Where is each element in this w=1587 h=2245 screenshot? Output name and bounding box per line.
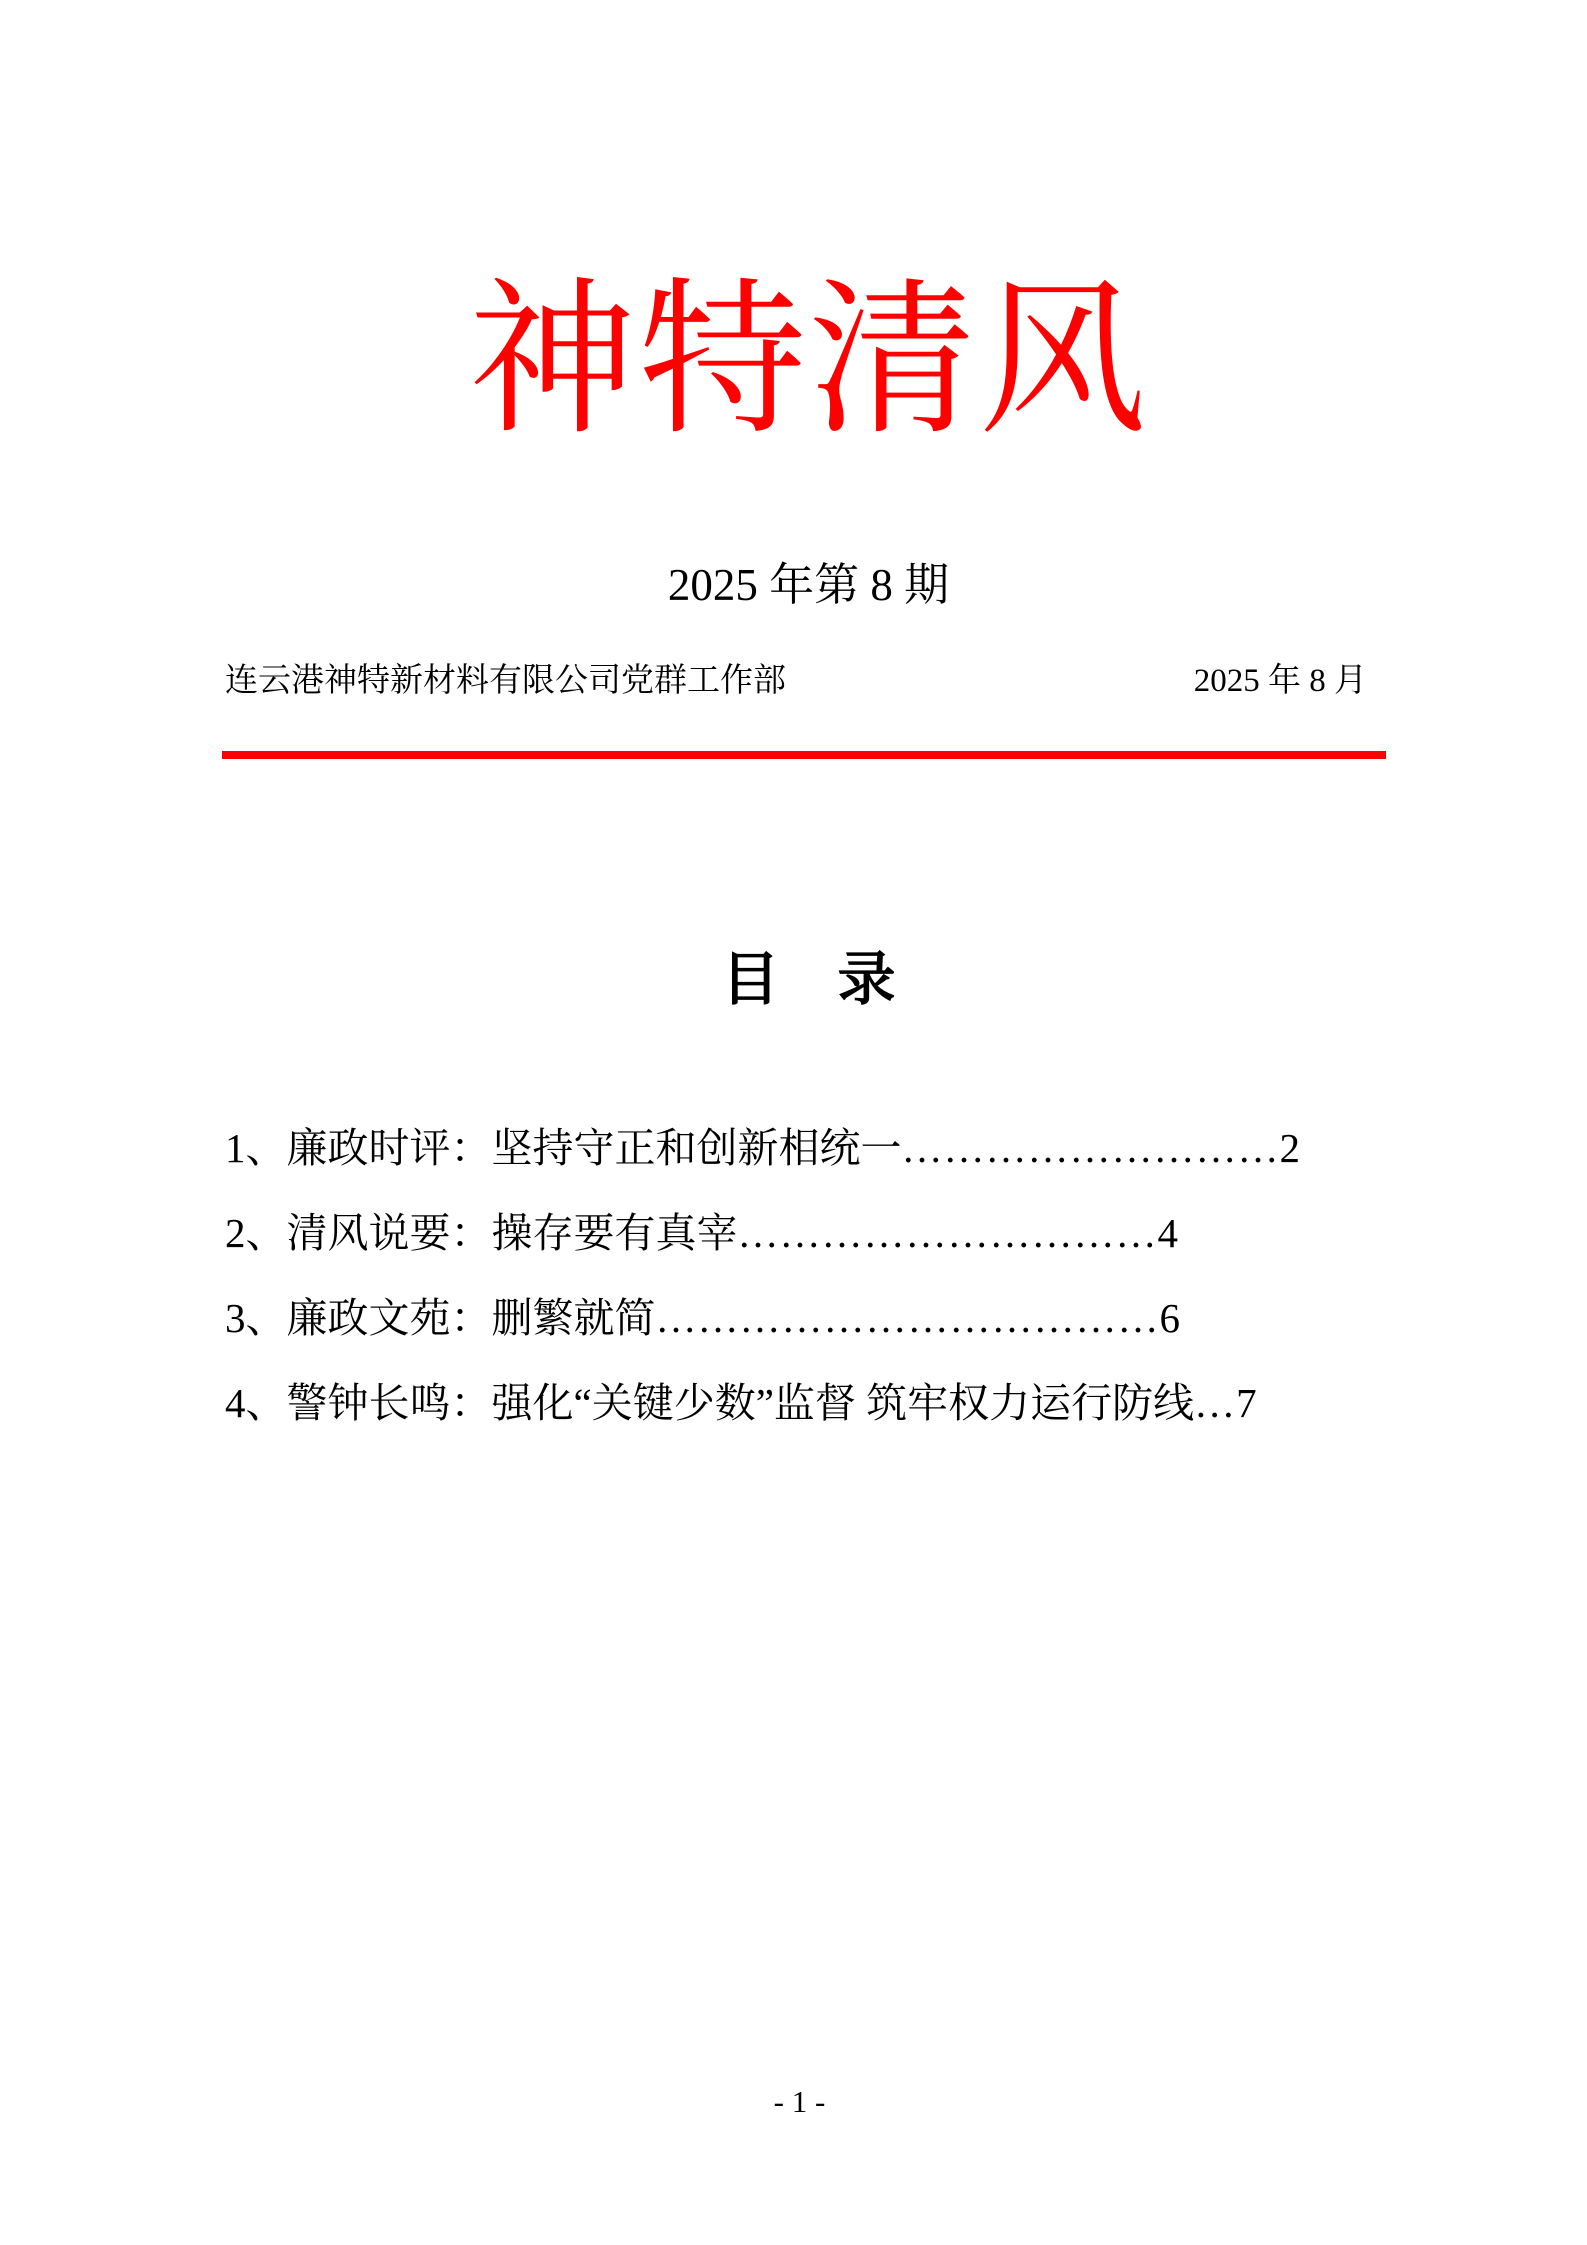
issue-number-line: 2025 年第 8 期 [667, 560, 950, 610]
toc-item-leader: … [1194, 1380, 1237, 1426]
toc-item-leader: ………………………… [737, 1210, 1158, 1256]
toc-item-label: 4、警钟长鸣：强化“关键少数”监督 筑牢权力运行防线 [225, 1380, 1195, 1426]
toc-item-leader: ……………………… [901, 1125, 1280, 1171]
toc-item [225, 1361, 1487, 1446]
red-divider-rule [222, 751, 1386, 759]
toc-item-page-number: 2 [1279, 1125, 1300, 1171]
issue-date: 2025 年 8 月 [1193, 663, 1367, 699]
toc-item [225, 1191, 1487, 1276]
footer-page-number: - 1 - [773, 2084, 826, 2119]
toc-item-label: 3、廉政文苑：删繁就简 [225, 1295, 656, 1341]
toc-heading: 目 录 [721, 947, 896, 1012]
toc-list [225, 1106, 1487, 1446]
toc-item-page-number: 6 [1159, 1295, 1180, 1341]
toc-item-leader: ……………………………… [655, 1295, 1160, 1341]
toc-item-page-number: 7 [1236, 1380, 1257, 1426]
toc-item-page-number: 4 [1157, 1210, 1178, 1256]
masthead-title: 神特清风 [468, 269, 1149, 455]
publisher-row [225, 660, 1367, 703]
toc-item [225, 1106, 1487, 1191]
toc-item [225, 1276, 1487, 1361]
publisher-name: 连云港神特新材料有限公司党群工作部 [225, 663, 786, 699]
toc-item-label: 2、清风说要：操存要有真宰 [225, 1210, 738, 1256]
toc-item-label: 1、廉政时评：坚持守正和创新相统一 [225, 1125, 902, 1171]
